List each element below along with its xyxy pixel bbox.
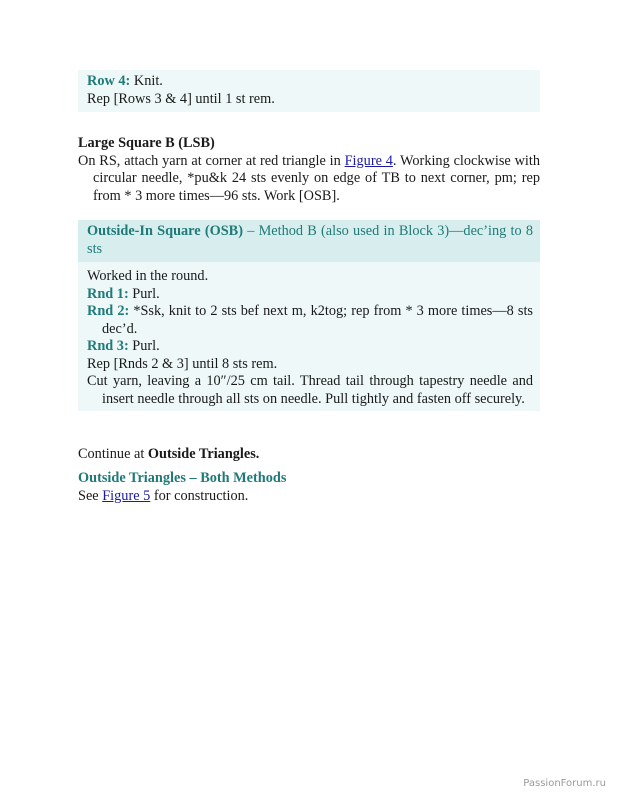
row4-label: Row 4: (87, 73, 131, 89)
rnd2-label: Rnd 2: (87, 303, 130, 319)
row4-line (87, 73, 533, 91)
watermark: PassionForum.ru (523, 778, 606, 789)
rep-rows-line: Rep [Rows 3 & 4] until 1 st rem. (87, 90, 275, 107)
continue-section (78, 446, 540, 464)
worked-in-round: Worked in the round. (87, 268, 209, 284)
row4-text: Knit. (130, 73, 163, 89)
continue-line (78, 446, 540, 464)
outside-triangles-heading: Outside Triangles – Both Methods (78, 470, 287, 486)
figure-5-link[interactable]: Figure 5 (102, 487, 151, 504)
osb-subtitle: – Method B (also used in Block 3)—dec’ing to 8 sts (87, 223, 534, 257)
rnd1-label: Rnd 1: (87, 285, 129, 302)
instruction-box-rows (78, 70, 540, 112)
lsb-section (78, 135, 540, 205)
osb-box (78, 220, 540, 411)
osb-box-body (78, 262, 540, 408)
outside-triangles-line (78, 488, 540, 506)
rnd1-text: Purl. (128, 285, 160, 302)
osb-box-header (78, 220, 540, 262)
figure-4-link[interactable]: Figure 4 (344, 152, 393, 169)
rnd2-text: *Ssk, knit to 2 sts bef next m, k2tog; rep from * 3 more times—8 sts dec’d. (102, 303, 533, 337)
continue-bold: Outside Triangles. (147, 446, 260, 462)
lsb-text-start: On RS, attach yarn at corner at red triangle in (78, 152, 345, 169)
rnd3-label: Rnd 3: (87, 338, 129, 354)
outside-triangles-section (78, 470, 540, 505)
rnd2-line (87, 303, 533, 338)
see-text: See (78, 487, 103, 504)
continue-text: Continue at (78, 446, 148, 462)
construction-text: for construction. (150, 487, 249, 504)
lsb-heading: Large Square B (LSB) (78, 135, 215, 151)
cut-yarn-line: Cut yarn, leaving a 10″/25 cm tail. Thread tail through tapestry needle and insert needle through all sts on needle. Pull tightly and fasten off securely. (87, 373, 533, 407)
rep-rnds-line: Rep [Rnds 2 & 3] until 8 sts rem. (87, 355, 278, 372)
lsb-paragraph (78, 153, 540, 206)
rnd1-line (87, 286, 533, 304)
osb-title: Outside-In Square (OSB) (87, 223, 243, 239)
lsb-text-end: . Working clockwise with circular needle, *pu&k 24 sts evenly on edge of TB to next corner, pm; rep from * 3 more times—96 sts. Work [OSB]. (93, 152, 540, 204)
rnd3-line (87, 338, 533, 356)
rnd3-text: Purl. (128, 338, 160, 354)
